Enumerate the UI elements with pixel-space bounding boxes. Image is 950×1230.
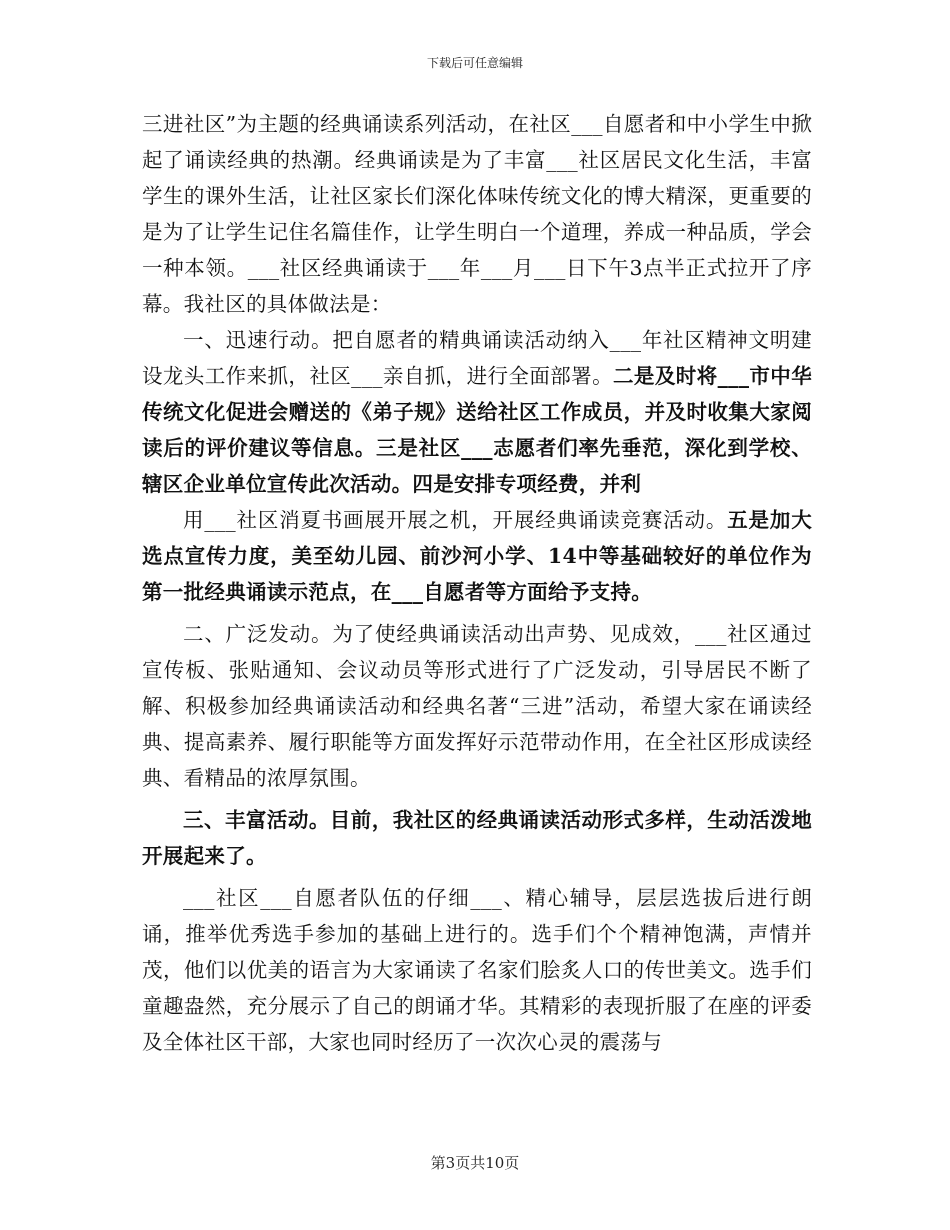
page-header: 下载后可任意编辑 (426, 56, 523, 70)
document-body (142, 106, 812, 1060)
section-one-bold-text: 二是及时将___市中华传统文化促进会赠送的《弟子规》送给社区工作成员，并及时收集大家阅读后的评价建议等信息。三是社区___志愿者们率先垂范，深化到学校、辖区企业单位宣传此次活动。四是安排专项经费，并利 (142, 364, 812, 496)
section-one-continued-bold-text: 五是加大选点宣传力度，美至幼儿园、前沙河小学、14中等基础较好的单位作为第一批经典诵读示范点，在___自愿者等方面给予支持。 (142, 508, 812, 604)
paragraph-section-three: 三、丰富活动。目前，我社区的经典诵读活动形式多样，生动活泼地开展起来了。 (142, 808, 812, 868)
paragraph-section-one-continued (142, 502, 812, 610)
page-footer: 第3页共10页 (430, 1154, 520, 1172)
paragraph-intro: 三进社区”为主题的经典诵读系列活动，在社区___自愿者和中小学生中掀起了诵读经典的热潮。经典诵读是为了丰富___社区居民文化生活，丰富学生的课外生活，让社区家长们深化体味传统文化的博大精深，更重要的是为了让学生记住名篇佳作，让学生明白一个道理，养成一种品质，学会一种本领。___社区经典诵读于___年___月___日下午3点半正式拉开了序幕。我社区的具体做法是： (142, 112, 812, 316)
paragraph-activity-detail: ___社区___自愿者队伍的仔细___、精心辅导，层层选拔后进行朗诵，推举优秀选手参加的基础上进行的。选手们个个精神饱满，声情并茂，他们以优美的语言为大家诵读了名家们脍炙人口的传世美文。选手们童趣盎然，充分展示了自己的朗诵才华。其精彩的表现折服了在座的评委及全体社区干部，大家也同时经历了一次次心灵的震荡与 (142, 886, 812, 1054)
paragraph-section-two: 二、广泛发动。为了使经典诵读活动出声势、见成效，___社区通过宣传板、张贴通知、会议动员等形式进行了广泛发动，引导居民不断了解、积极参加经典诵读活动和经典名著“三进”活动，希望大家在诵读经典、提高素养、履行职能等方面发挥好示范带动作用，在全社区形成读经典、看精品的浓厚氛围。 (142, 622, 812, 790)
section-one-continued-normal-text: 用___社区消夏书画展开展之机，开展经典诵读竞赛活动。 (183, 508, 728, 532)
paragraph-section-one (142, 322, 812, 502)
section-one-normal-text: 一、迅速行动。把自愿者的精典诵读活动纳入___年社区精神文明建设龙头工作来抓，社区___亲自抓，进行全面部署。 (142, 328, 812, 388)
